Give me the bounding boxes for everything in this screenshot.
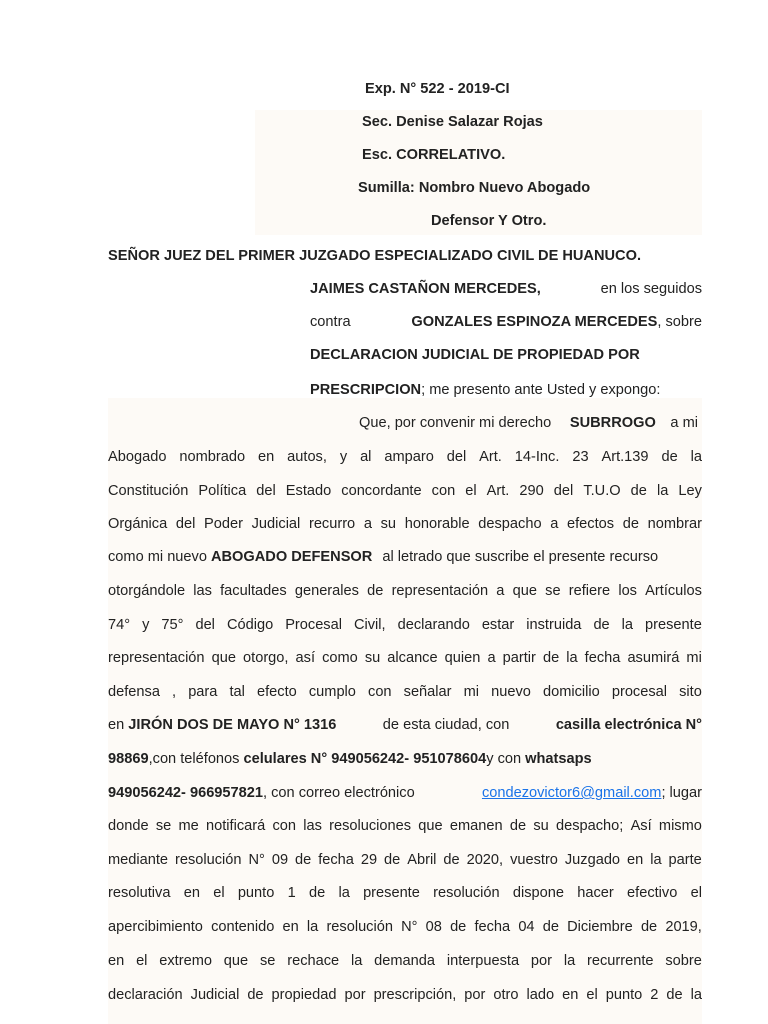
intro-line-2: contra GONZALES ESPINOZA MERCEDES, sobre [310, 314, 702, 330]
intro-line-3 [310, 345, 702, 365]
sumilla-line-2: Defensor Y Otro. [431, 213, 547, 229]
body-line-14: mediante resolución N° 09 de fecha 29 de Abril de 2020, vuestro Juzgado en la parte [108, 852, 702, 868]
body-line-2: Abogado nombrado en autos, y al amparo del Art. 14-Inc. 23 Art.139 de la [108, 449, 702, 465]
body-line-18: declaración Judicial de propiedad por prescripción, por otro lado en el punto 2 de la [108, 987, 702, 1003]
body-line-10: en JIRÓN DOS DE MAYO N° 1316 de esta ciudad, con casilla electrónica N° [108, 717, 702, 733]
case-type: DECLARACION JUDICIAL DE PROPIEDAD POR [310, 347, 640, 363]
secretary: Sec. Denise Salazar Rojas [362, 114, 543, 130]
body-line-3: Constitución Política del Estado concordante con el Art. 290 del T.U.O de la Ley [108, 483, 702, 499]
sumilla-line-1: Sumilla: Nombro Nuevo Abogado [358, 180, 591, 196]
intro-line-4: PRESCRIPCION ; me presento ante Usted y expongo: [310, 382, 661, 398]
body-line-15: resolutiva en el punto 1 de la presente resolución dispone hacer efectivo el [108, 885, 702, 901]
opponent-name: GONZALES ESPINOZA MERCEDES [411, 314, 658, 330]
addressee: SEÑOR JUEZ DEL PRIMER JUZGADO ESPECIALIZADO CIVIL DE HUANUCO. [108, 248, 641, 264]
body-line-7: 74° y 75° del Código Procesal Civil, declarando estar instruida de la presente [108, 617, 702, 633]
expediente-number: Exp. N° 522 - 2019-CI [365, 81, 510, 97]
email-link[interactable]: condezovictor6@gmail.com [481, 785, 662, 801]
body-line-11: 98869 ,con teléfonos celulares N° 949056242- 951078604 y con whatsaps [108, 751, 592, 767]
body-line-6: otorgándole las facultades generales de representación a que se refiere los Artículos [108, 583, 702, 599]
body-line-1: Que, por convenir mi derecho SUBRROGO a mi [359, 415, 698, 431]
body-line-16: apercibimiento contenido en la resolución N° 08 de fecha 04 de Diciembre de 2019, [108, 919, 702, 935]
body-line-9: defensa , para tal efecto cumplo con señalar mi nuevo domicilio procesal sito [108, 684, 702, 700]
plaintiff-name: JAIMES CASTAÑON MERCEDES, [310, 281, 541, 297]
body-line-13: donde se me notificará con las resoluciones que emanen de su despacho; Así mismo [108, 818, 702, 834]
escrito: Esc. CORRELATIVO. [362, 147, 506, 163]
body-line-8: representación que otorgo, así como su alcance quien a partir de la fecha asumirá mi [108, 650, 702, 666]
body-line-12: 949056242- 966957821, con correo electrónico condezovictor6@gmail.com; lugar [108, 785, 702, 801]
subrrogo: SUBRROGO [569, 415, 656, 431]
intro-line-1: JAIMES CASTAÑON MERCEDES, en los seguidos [310, 281, 702, 297]
body-line-17: en el extremo que se rechace la demanda interpuesta por la recurrente sobre [108, 953, 702, 969]
body-line-5: como mi nuevo ABOGADO DEFENSOR al letrado que suscribe el presente recurso [108, 549, 659, 565]
body-line-4: Orgánica del Poder Judicial recurro a su honorable despacho a efectos de nombrar [108, 516, 702, 532]
